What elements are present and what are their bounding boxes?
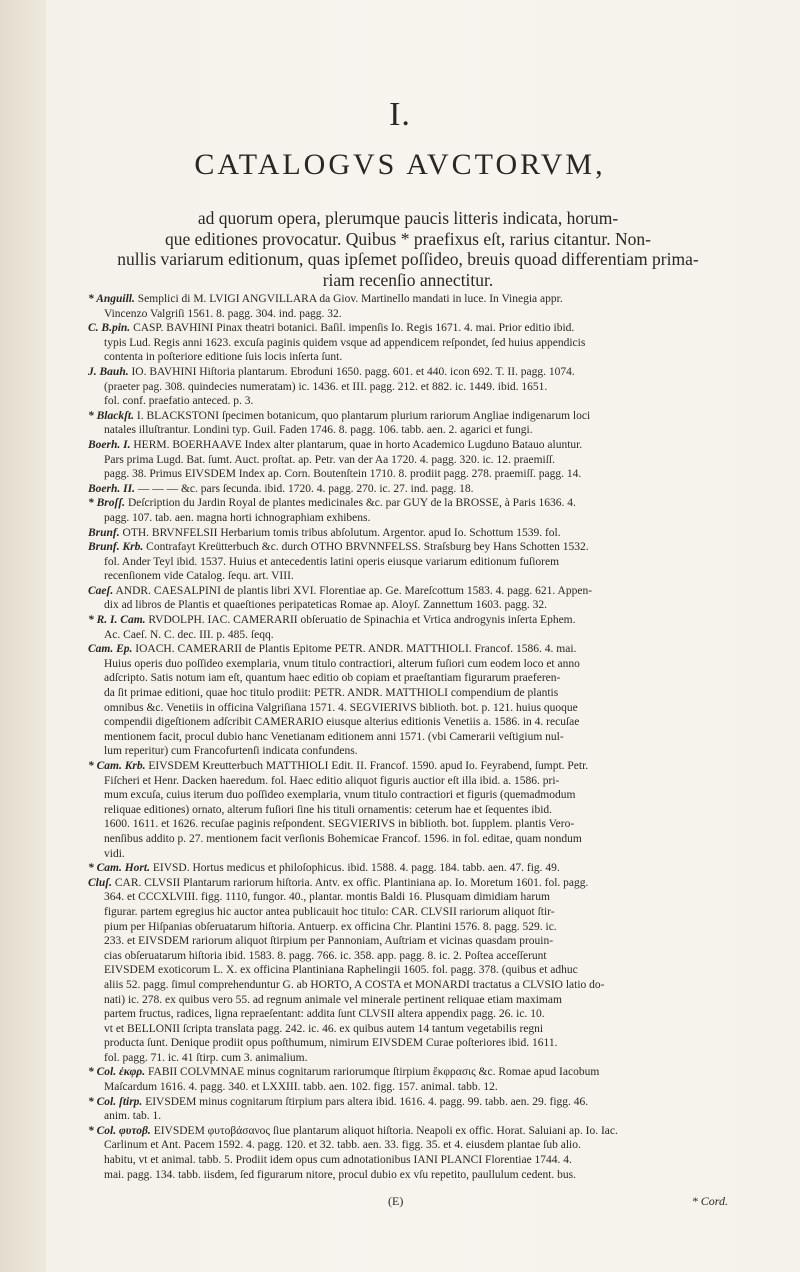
entry-text: 1600. 1611. et 1626. recuſae paginis reſpondent. SEGVIERIVS in biblioth. bot. ſupplem. plantis Vero- — [104, 818, 575, 831]
entry-text: habitu, vt et animal. tabb. 5. Prodiit idem opus cum adnotationibus IANI PLANCI Florentiae 1744. 4. — [104, 1154, 572, 1167]
entry-text: Contrafayt Kreütterbuch &c. durch OTHO BRVNNFELSS. Straſsburg bey Hans Schotten 1532. — [146, 541, 589, 554]
entry-text: HERM. BOERHAAVE Index alter plantarum, quae in horto Academico Lugduno Batauo aluntur. — [133, 438, 583, 451]
page-footer — [88, 1194, 728, 1210]
catalog-entry-line — [88, 744, 728, 759]
catalog-entry-line — [88, 423, 728, 438]
entry-text: fol. pagg. 71. ic. 41 ſtirp. cum 3. animalium. — [104, 1051, 308, 1064]
entry-text: CAR. CLVSII Plantarum rariorum hiſtoria. Antv. ex offic. Plantiniana ap. Io. Moretum 1601. fol. pagg. — [114, 876, 589, 889]
entry-text: Deſcription du Jardin Royal de plantes medicinales &c. par GUY de la BROSSE, à Paris 1636. 4. — [127, 497, 576, 510]
catalog-entry-line — [88, 1022, 728, 1037]
entry-text: mentionem facit, procul dubio hanc Venetianam editionem anni 1571. (vbi Camerarii veſtigium nul- — [104, 730, 564, 743]
entry-text: fol. conf. praefatio anteced. p. 3. — [104, 395, 254, 408]
catalog-entry-line — [88, 467, 728, 482]
catalog-entry-line — [88, 788, 728, 803]
entry-abbreviation: Brunf. Krb. — [88, 541, 144, 554]
catalog-entry-line — [88, 1080, 728, 1095]
catalog-entry-line — [88, 380, 728, 395]
entry-text: mai. pagg. 134. tabb. iisdem, ſed figurarum nitore, procul dubio ex vſu repetito, paullulum cedent. bus. — [104, 1168, 577, 1181]
catalog-entry-line — [88, 890, 728, 905]
catalog-entry-line — [88, 657, 728, 672]
entry-text: EIVSDEM minus cognitarum ſtirpium pars altera ibid. 1616. 4. pagg. 99. tabb. aen. 29. figg. 46. — [145, 1095, 589, 1108]
catalog-entry-first-line — [88, 438, 728, 453]
chapter-numeral: I. — [389, 96, 411, 133]
entry-abbreviation: * Col. ἐκφρ. — [88, 1066, 146, 1079]
entry-text: Maſcardum 1616. 4. pagg. 340. et LXXIII. tabb. aen. 102. figg. 157. animal. tabb. 12. — [104, 1081, 498, 1094]
entry-text: aliis 52. pagg. ſimul comprehenduntur G. ab HORTO, A COSTA et MONARDI tractatus a CLVSIO latio do- — [104, 978, 605, 991]
catalog-entry-line — [88, 686, 728, 701]
catalog-entry-line — [88, 774, 728, 789]
entry-text: partem fructus, radices, ligna repraeſentant: addita ſunt CLVSII altera appendix pagg. 26. ic. 10. — [104, 1008, 545, 1021]
catalog-entry-line — [88, 978, 728, 993]
catalog-entry-first-line — [88, 1124, 728, 1139]
catalog-entry-line — [88, 832, 728, 847]
catalog-entry-line — [88, 730, 728, 745]
entry-text: pagg. 38. Primus EIVSDEM Index ap. Corn. Boutenſtein 1710. 8. prodiit pagg. 278. praemiſſ. pagg. 14. — [104, 468, 582, 481]
author-catalog-list — [88, 292, 728, 1182]
entry-text: figurar. partem egregius hic auctor antea publicauit hoc titulo: CAR. CLVSII rariorum aliquot ſtir- — [104, 905, 555, 918]
entry-text: fol. Ander Teyl ibid. 1537. Huius et antecedentis latini operis eiusque variarum editionum fuſiorem — [104, 555, 560, 568]
catalog-entry-first-line — [88, 584, 728, 599]
entry-text: IO. BAVHINI Hiſtoria plantarum. Ebroduni 1650. pagg. 601. et 440. icon 692. T. II. pagg. 1074. — [131, 365, 575, 378]
entry-text: adſcripto. Satis notum iam eſt, quantum haec editio ob copiam et praeſtantiam figurarum praeferen- — [104, 672, 561, 685]
entry-text: Ac. Caeſ. N. C. dec. III. p. 485. ſeqq. — [104, 628, 274, 641]
entry-text: Fiſcheri et Henr. Dacken haeredum. fol. Haec editio aliquot figuris auctior eſt illa ibid. a. 1586. pri- — [104, 774, 560, 787]
catalog-entry-first-line — [88, 409, 728, 424]
catalog-entry-line — [88, 569, 728, 584]
catalog-entry-first-line — [88, 540, 728, 555]
entry-abbreviation: Brunf. — [88, 526, 120, 539]
entry-text: EIVSDEM exoticorum L. X. ex officina Plantiniana Raphelingii 1605. fol. pagg. 378. (quibus et adhuc — [104, 964, 578, 977]
catalog-entry-line — [88, 555, 728, 570]
catalog-entry-line — [88, 905, 728, 920]
entry-text: da ſit primae editioni, quae hoc titulo prodiit: PETR. ANDR. MATTHIOLI compendium de plantis — [104, 687, 559, 700]
entry-text: compendii digeſtionem adſcribit CAMERARIO eiusque alterius editionis Venetiis a. 1586. in 4. recuſae — [104, 716, 580, 729]
catalog-entry-line — [88, 1007, 728, 1022]
catalog-entry-line — [88, 847, 728, 862]
catalog-entry-line — [88, 1138, 728, 1153]
entry-text: mum excuſa, cuius iterum duo poſſideo exemplaria, vnum titulo contractiori et figuris (quemadmodum — [104, 789, 576, 802]
entry-text: nenſibus addito p. 27. mentionem facit verſionis Bohemicae Francof. 1596. in fol. editae, quam nondum — [104, 832, 582, 845]
catalog-entry-first-line — [88, 321, 728, 336]
catalog-entry-first-line — [88, 876, 728, 891]
catalog-entry-line — [88, 628, 728, 643]
entry-text: contenta in poſteriore editione ſuis locis inſerta ſunt. — [104, 351, 343, 364]
entry-abbreviation: Boerh. I. — [88, 438, 131, 451]
catalog-entry-first-line — [88, 861, 728, 876]
entry-abbreviation: * R. I. Cam. — [88, 614, 146, 627]
entry-text: dix ad libros de Plantis et quaeſtiones peripateticas Romae ap. Aloyſ. Zannettum 1603. pagg. 32. — [104, 599, 547, 612]
entry-abbreviation: Caeſ. — [88, 584, 114, 597]
catalog-entry-line — [88, 963, 728, 978]
entry-text: vidi. — [104, 847, 125, 860]
catalog-entry-line — [88, 715, 728, 730]
intro-line: nullis variarum editionum, quas ipſemet poſſideo, breuis quoad differentiam prima- — [117, 249, 699, 269]
catalog-entry-line — [88, 934, 728, 949]
entry-text: I. BLACKSTONI ſpecimen botanicum, quo plantarum plurium rariorum Angliae indigenarum loci — [136, 409, 591, 422]
entry-text: lum reperitur) cum Francofurtenſi indicata confundens. — [104, 745, 358, 758]
signature-mark: (E) — [388, 1194, 404, 1208]
entry-text: EIVSD. Hortus medicus et philoſophicus. ibid. 1588. 4. pagg. 184. tabb. aen. 47. fig. 49. — [152, 862, 560, 875]
entry-abbreviation: * Col. φυτοβ. — [88, 1124, 151, 1137]
entry-text: producta ſunt. Denique prodiit opus poſthumum, nimirum EIVSDEM Curae poſteriores ibid. 1611. — [104, 1037, 558, 1050]
entry-text: cias obſeruatarum hiſtoria ibid. 1583. 8. pagg. 766. ic. 358. app. pagg. 8. ic. 2. Poſtea acceſſerunt — [104, 949, 547, 962]
entry-text: OTH. BRVNFELSII Herbarium tomis tribus abſolutum. Argentor. apud Io. Schottum 1539. fol. — [122, 526, 561, 539]
entry-text: Semplici di M. LVIGI ANGVILLARA da Giov. Martinello mandati in luce. In Vinegia appr. — [137, 293, 563, 305]
entry-text: pagg. 107. tab. aen. magna horti ichnographiam exhibens. — [104, 511, 371, 524]
entry-text: (praeter pag. 308. quindecies numeratam) ic. 1436. et III. pagg. 212. et 882. ic. 1449. ibid. 1651. — [104, 380, 548, 393]
catalog-entry-line — [88, 1036, 728, 1051]
catalog-entry-line — [88, 803, 728, 818]
entry-text: reliquae editiones) ornato, alterum fuſiori ſine his tituli ornamentis: ceterum hae et ſequentes ibid. — [104, 803, 553, 816]
catalog-entry-first-line — [88, 613, 728, 628]
catalog-entry-first-line — [88, 292, 728, 307]
entry-text: typis Lud. Regis anni 1623. excuſa paginis quidem vsque ad appendicem reſpondet, ſed huius appendicis — [104, 336, 586, 349]
entry-abbreviation: Boerh. II. — [88, 482, 135, 495]
entry-text: pium per Hiſpanias obſeruatarum hiſtoria. Antuerp. ex officina Chr. Plantini 1576. 8. pagg. 529. ic. — [104, 920, 557, 933]
catalog-entry-first-line — [88, 759, 728, 774]
entry-abbreviation: Cluſ. — [88, 876, 112, 889]
entry-text: recenſionem vide Catalog. ſequ. art. VIII. — [104, 570, 294, 583]
entry-text: ANDR. CAESALPINI de plantis libri XVI. Florentiae ap. Ge. Mareſcottum 1583. 4. pagg. 621. Appen- — [115, 584, 593, 597]
catalog-entry-first-line — [88, 482, 728, 497]
entry-text: natales illuſtrantur. Londini typ. Guil. Faden 1746. 8. pagg. 106. tabb. aen. 2. agarici et fungi. — [104, 424, 533, 437]
entry-abbreviation: * Blackſt. — [88, 409, 134, 422]
catalog-entry-first-line — [88, 526, 728, 541]
catalog-entry-line — [88, 1051, 728, 1066]
catalog-entry-line — [88, 949, 728, 964]
entry-text: 233. et EIVSDEM rariorum aliquot ſtirpium per Pannoniam, Auſtriam et vicinas quasdam prouin- — [104, 935, 554, 948]
entry-text: FABII COLVMNAE minus cognitarum rariorumque ſtirpium ἔκφρασις &c. Romae apud Iacobum — [147, 1066, 600, 1079]
entry-abbreviation: * Broſſ. — [88, 497, 126, 510]
entry-text: Carlinum et Ant. Pacem 1592. 4. pagg. 120. et 32. tabb. aen. 33. figg. 35. et 4. eiusdem plantae ſub alio. — [104, 1139, 581, 1152]
intro-line: que editiones provocatur. Quibus * praefixus eſt, rarius citantur. Non- — [165, 228, 651, 249]
entry-text: EIVSDEM Kreutterbuch MATTHIOLI Edit. II. Francof. 1590. apud Io. Feyrabend, ſumpt. Petr. — [148, 760, 589, 772]
catalog-entry-line — [88, 598, 728, 613]
catchword: * Cord. — [691, 1194, 728, 1208]
catalog-entry-line — [88, 817, 728, 832]
entry-text: 364. et CCCXLVIII. figg. 1110, fungor. 40., plantar. montis Baldi 16. Plusquam dimidiam harum — [104, 891, 550, 904]
catalog-entry-first-line — [88, 1065, 728, 1080]
page-title: CATALOGVS AVCTORVM, — [194, 148, 606, 181]
intro-line: ad quorum opera, plerumque paucis litteris indicata, horum- — [197, 208, 619, 228]
catalog-entry-line — [88, 671, 728, 686]
catalog-entry-first-line — [88, 365, 728, 380]
catalog-entry-first-line — [88, 496, 728, 511]
catalog-entry-line — [88, 1153, 728, 1168]
entry-text: — — — &c. pars ſecunda. ibid. 1720. 4. pagg. 270. ic. 27. ind. pagg. 18. — [137, 482, 474, 495]
entry-abbreviation: * Anguill. — [88, 293, 135, 305]
catalog-entry-line — [88, 336, 728, 351]
entry-text: RVDOLPH. IAC. CAMERARII obſeruatio de Spinachia et Vrtica androgynis inſerta Ephem. — [148, 614, 576, 627]
entry-text: Huius operis duo poſſideo exemplaria, vnum titulo contractiori, alterum fuſiori cum eodem loco et anno — [104, 657, 580, 670]
catalog-entry-line — [88, 511, 728, 526]
entry-abbreviation: C. B.pin. — [88, 322, 131, 335]
catalog-entry-first-line — [88, 1095, 728, 1110]
catalog-entry-line — [88, 701, 728, 716]
catalog-entry-first-line — [88, 642, 728, 657]
entry-abbreviation: * Cam. Krb. — [88, 760, 146, 772]
entry-text: Pars prima Lugd. Bat. ſumt. Auct. proſtat. ap. Petr. van der Aa 1720. 4. pagg. 320. ic. 12. praemiſſ. — [104, 453, 555, 466]
catalog-entry-line — [88, 1168, 728, 1183]
entry-text: nati) ic. 278. ex quibus vero 55. ad regnum animale vel minerale pertinent reliquae etiam maximam — [104, 993, 562, 1006]
entry-text: omnibus &c. Venetiis in officina Valgriſiana 1571. 4. SEGVIERIVS biblioth. bot. p. 121. huius quoque — [104, 701, 578, 714]
catalog-entry-line — [88, 1109, 728, 1124]
entry-text: Vincenzo Valgriſi 1561. 8. pagg. 304. ind. pagg. 32. — [104, 307, 342, 320]
catalog-entry-line — [88, 993, 728, 1008]
intro-paragraph — [88, 208, 728, 290]
intro-line: riam recenſio annectitur. — [322, 269, 494, 290]
catalog-entry-line — [88, 453, 728, 468]
catalog-entry-line — [88, 350, 728, 365]
catalog-entry-line — [88, 920, 728, 935]
entry-text: vt et BELLONII ſcripta translata pagg. 242. ic. 46. ex quibus autem 14 tantum vegetabilis regni — [104, 1022, 544, 1035]
entry-text: IOACH. CAMERARII de Plantis Epitome PETR. ANDR. MATTHIOLI. Francof. 1586. 4. mai. — [135, 643, 577, 656]
entry-text: anim. tab. 1. — [104, 1110, 162, 1123]
entry-abbreviation: * Col. ſtirp. — [88, 1095, 143, 1108]
catalog-entry-line — [88, 394, 728, 409]
entry-abbreviation: * Cam. Hort. — [88, 862, 150, 875]
catalog-entry-line — [88, 307, 728, 322]
entry-text: CASP. BAVHINI Pinax theatri botanici. Baſil. impenſis Io. Regis 1671. 4. mai. Prior editio ibid. — [133, 322, 575, 335]
entry-abbreviation: Cam. Ep. — [88, 643, 133, 656]
entry-abbreviation: J. Bauh. — [88, 365, 129, 378]
entry-text: EIVSDEM φυτοβάσανος ſiue plantarum aliquot hiſtoria. Neapoli ex offic. Horat. Saluiani ap. Io. Iac. — [153, 1124, 618, 1137]
